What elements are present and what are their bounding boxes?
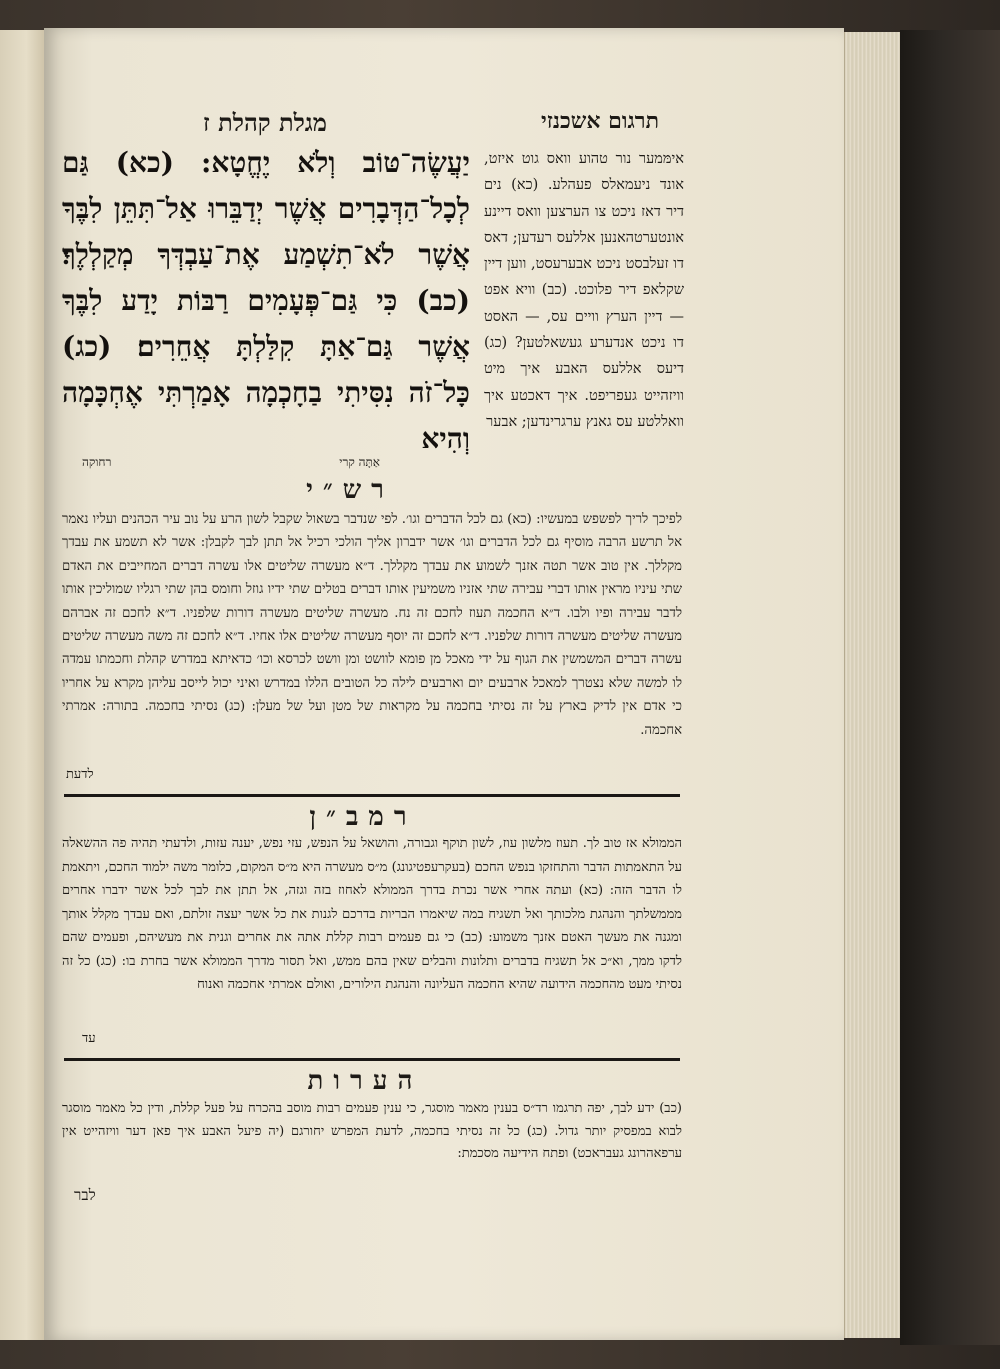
notes-text: (כב) ידע לבך, יפה תרגמו רד״ס בענין מאמר מוסגר, כי ענין פעמים רבות מוסב בהכרח על פעל קללת, ודין כל מאמר מוסגר לבוא במפסיק יותר גדול. (כג) כל זה נסיתי בחכמה, לדעת המפרש יחורגם (יה פיעל האבע איך פאן דער וויזהייט אין ערפאהרונג געבראכט) ופתח הידיעה מסכמת: xyxy=(62,1101,682,1161)
page-edges xyxy=(844,32,901,1338)
notes-heading: הערות xyxy=(307,1066,423,1096)
divider-rule xyxy=(64,794,680,797)
biblical-text: יַעֲשֶׂה־טּוֹב וְלֹא יֶחֱטָא: (כא) גַּם לְכָל־הַדְּבָרִים אֲשֶׁר יְדַבֵּרוּ אַל־תִּתֵּן לִבֶּךָ אֲשֶׁר לֹא־תִשְׁמַע אֶת־עַבְדְּךָ מְקַלְלֶךָ׃ (כב) כִּי גַּם־פְּעָמִים רַבּוֹת יָדַע לִבֶּךָ אֲשֶׁר גַּם־אַתָּ קִלַּלְתָּ אֲחֵרִים׃ (כג) כָּל־זֹה נִסִּיתִי בַחָכְמָה אָמַרְתִּי אֶחְכָּמָה וְהִיא xyxy=(62,146,470,455)
rashi-catchword: לדעת xyxy=(66,767,94,782)
page-catchword: לבר xyxy=(74,1186,96,1204)
ramban-commentary: הממולא אז טוב לך. תעוז מלשון עוז, לשון תוקף וגבורה, והושאל על הנפש, עזי נפש, יענה עזות, ולדעתי תהיה פה ההשאלה על התאמתות הדבר והתחזקו בנפש החכם (בעקרעפטיגונג) מ״ס מעשרה היא מ״ס המקום, כלומר משה ילמוד החכם, ויתאמת לו הדבר הזה: (כא) ועתה אחרי אשר נכרת בדרך הממולא לאחוז בזה וגזה, אל תתן את לבך לכל אשר ידברו אחרים מממשלתך והנהגת מלכותך ואל תשגיח במה שיאמרו הבריות בדרכם לגנות את כל אשר יעצה זולתם, ואם עבדך מקלל אותך ומגנה את מעשך האטם אזנך משמוע: (כב) כי גם פעמים רבות קללת אתה את אחרים וגנית את מעשיהם, ופעמים שהם לדקו ממך, וא״כ אל תשגיח בדברים ותלונות והבלים שאין בהם ממש, ואל תסור מדרך הממולא אשר בחרת בו: (כג) כל זה נסיתי מעט מהחכמה הידועה שהיא החכמה העליונה והנהגת הילורים, ואולם אמרתי אחכמה ואנוח xyxy=(62,836,682,992)
previous-page-edge xyxy=(0,30,46,1340)
rashi-heading: רש״י xyxy=(306,475,394,505)
running-head-targum: תרגום אשכנזי xyxy=(540,108,659,134)
book-cover xyxy=(900,30,1000,1345)
ramban-heading: רמב״ן xyxy=(309,802,417,832)
divider-rule xyxy=(64,1058,680,1061)
qere-note: אַתָּה קרי xyxy=(339,455,380,469)
targum-column: אימּמער נור טהוע וואס גוט איזט, אונד ניעמאלס פעהלע. (כא) נים דיר דאז ניכט צו הערצען וואס דיינע אונטערטהאנען אללעס רעדען; דאס דו זעלבסט ניכט אבערעסט, ווען דיין שקלאפ דיר פלוכט. (כב) וויא אפט — דיין הערץ וויים עס, — האסט דו ניכט אנדערע געשאלטען? (כג) דיעס אללעס האבע איך מיט וויזהייט געפריפט. איך דאכטע איך וואללטע עס גאנץ ערגרינדען; אבער xyxy=(484,151,684,430)
rashi-commentary: לפיכך לריך לפשפש במעשיו: (כא) גם לכל הדברים וגו׳. לפי שנדבר בשאול שקבל לשון הרע על נוב עיר הכהנים ועליו נאמר אל תרשע הרבה מוסיף גם לכל הדברים וגו׳ אשר ידברון אליך הולכי רכיל אל תתן לבך לקבלן: אשר לא תשמע את עבדך מקללך. אין טוב אשר תטה אזנך לשמוע את עבדך מקללך. ד״א מעשרה שליטים אלו עשרה דברים המחייבים את האדם שתי עיניו מראין אותו דברי עבירה שתי אזניו משמיעין אותו דברים בטלים שתי ידיו גוזל וחומס בהן שתי רגליו שמוליכין אותו לדבר עבירה ופיו ולבו. ד״א החכמה תעוז לחכם זה נח. מעשרה שליטים מעשרה דורות שלפניו. ד״א לחכם זה אברהם מעשרה שליטים מעשרה דורות שלפניו. ד״א לחכם זה יוסף מעשרה שליטים אלו אחיו. ד״א לחכם זה משה מעשרה שליטים עשרה דברים המשמשין את הגוף על ידי מאכל מן פומא לוושט ומן וושט לכרסא וכו׳ כדאיתא במדרש קהלת וחכמתו עמדה לו למשה שלא נצטרך למאכל ארבעים יום וארבעים לילה כל הטובים הללו במדרש ואיני יכול לייסב עליהן מקרא על אחריו כי אדם אין לדיק בארץ על זה נסיתי בחכמה על מקראות של מטן ועל של מעלן: (כג) נסיתי בחכמה. בתורה: אמרתי אחכמה. xyxy=(62,512,682,738)
ketiv-note: רחוקה xyxy=(82,455,112,469)
ramban-catchword: עד xyxy=(82,1031,96,1046)
running-head-book: מגלת קהלת ז xyxy=(203,108,327,137)
